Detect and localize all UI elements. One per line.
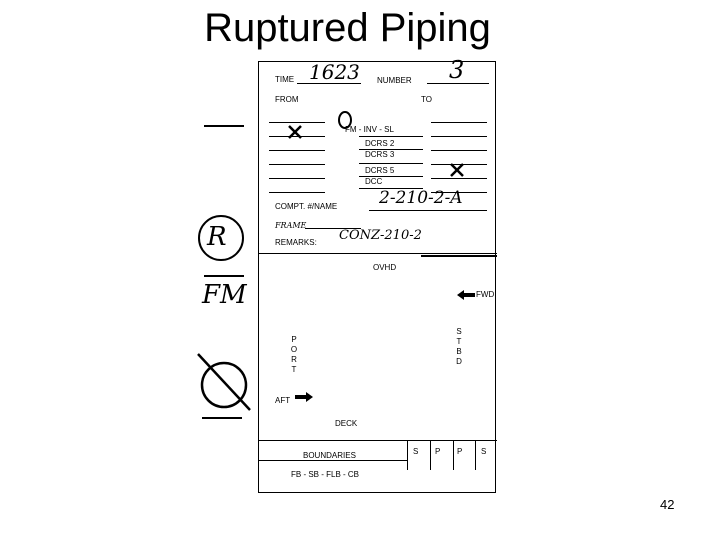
x-mark-icon [449, 162, 465, 178]
damage-control-form [258, 56, 496, 493]
boundary-col: S [413, 447, 419, 456]
time-label: TIME [275, 75, 295, 84]
frame-label: FRAME [275, 221, 307, 230]
path-item: FM - INV - SL [345, 125, 394, 134]
circle-mark-icon [337, 110, 353, 130]
boundary-codes: FB - SB - FLB - CB [291, 470, 360, 479]
path-item: DCRS 3 [365, 150, 395, 159]
boundaries-label: BOUNDARIES [303, 451, 356, 460]
boundary-col: P [435, 447, 441, 456]
path-item: DCC [365, 177, 383, 186]
ovhd-label: OVHD [373, 263, 397, 272]
port-label: P O R T [290, 335, 298, 374]
number-label: NUMBER [377, 76, 412, 85]
remarks-label: REMARKS: [275, 238, 317, 247]
aft-label: AFT [275, 396, 291, 405]
remarks-value: CONZ-210-2 [339, 228, 422, 243]
page-number: 42 [660, 497, 675, 512]
time-value: 1623 [309, 60, 360, 84]
fm-mark: FM [202, 280, 247, 310]
slide-title: Ruptured Piping [204, 6, 491, 50]
prohibited-icon [196, 352, 252, 422]
dash-mark [204, 125, 244, 127]
fm-mark-rule [204, 275, 244, 277]
boundary-col: P [457, 447, 463, 456]
compt-value: 2-210-2-A [379, 188, 463, 208]
from-label: FROM [275, 95, 299, 104]
deck-label: DECK [335, 419, 358, 428]
aft-arrow-icon [295, 392, 313, 402]
path-item: DCRS 2 [365, 139, 395, 148]
fwd-label: FWD [476, 290, 495, 299]
fwd-arrow-icon [457, 290, 475, 300]
x-mark-icon [287, 124, 303, 140]
boundary-col: S [481, 447, 487, 456]
number-value: 3 [449, 56, 465, 84]
to-label: TO [421, 95, 432, 104]
r-mark: R [207, 222, 227, 252]
path-item: DCRS 5 [365, 166, 395, 175]
compt-label: COMPT. #/NAME [275, 202, 338, 211]
stbd-label: S T B D [456, 327, 462, 366]
